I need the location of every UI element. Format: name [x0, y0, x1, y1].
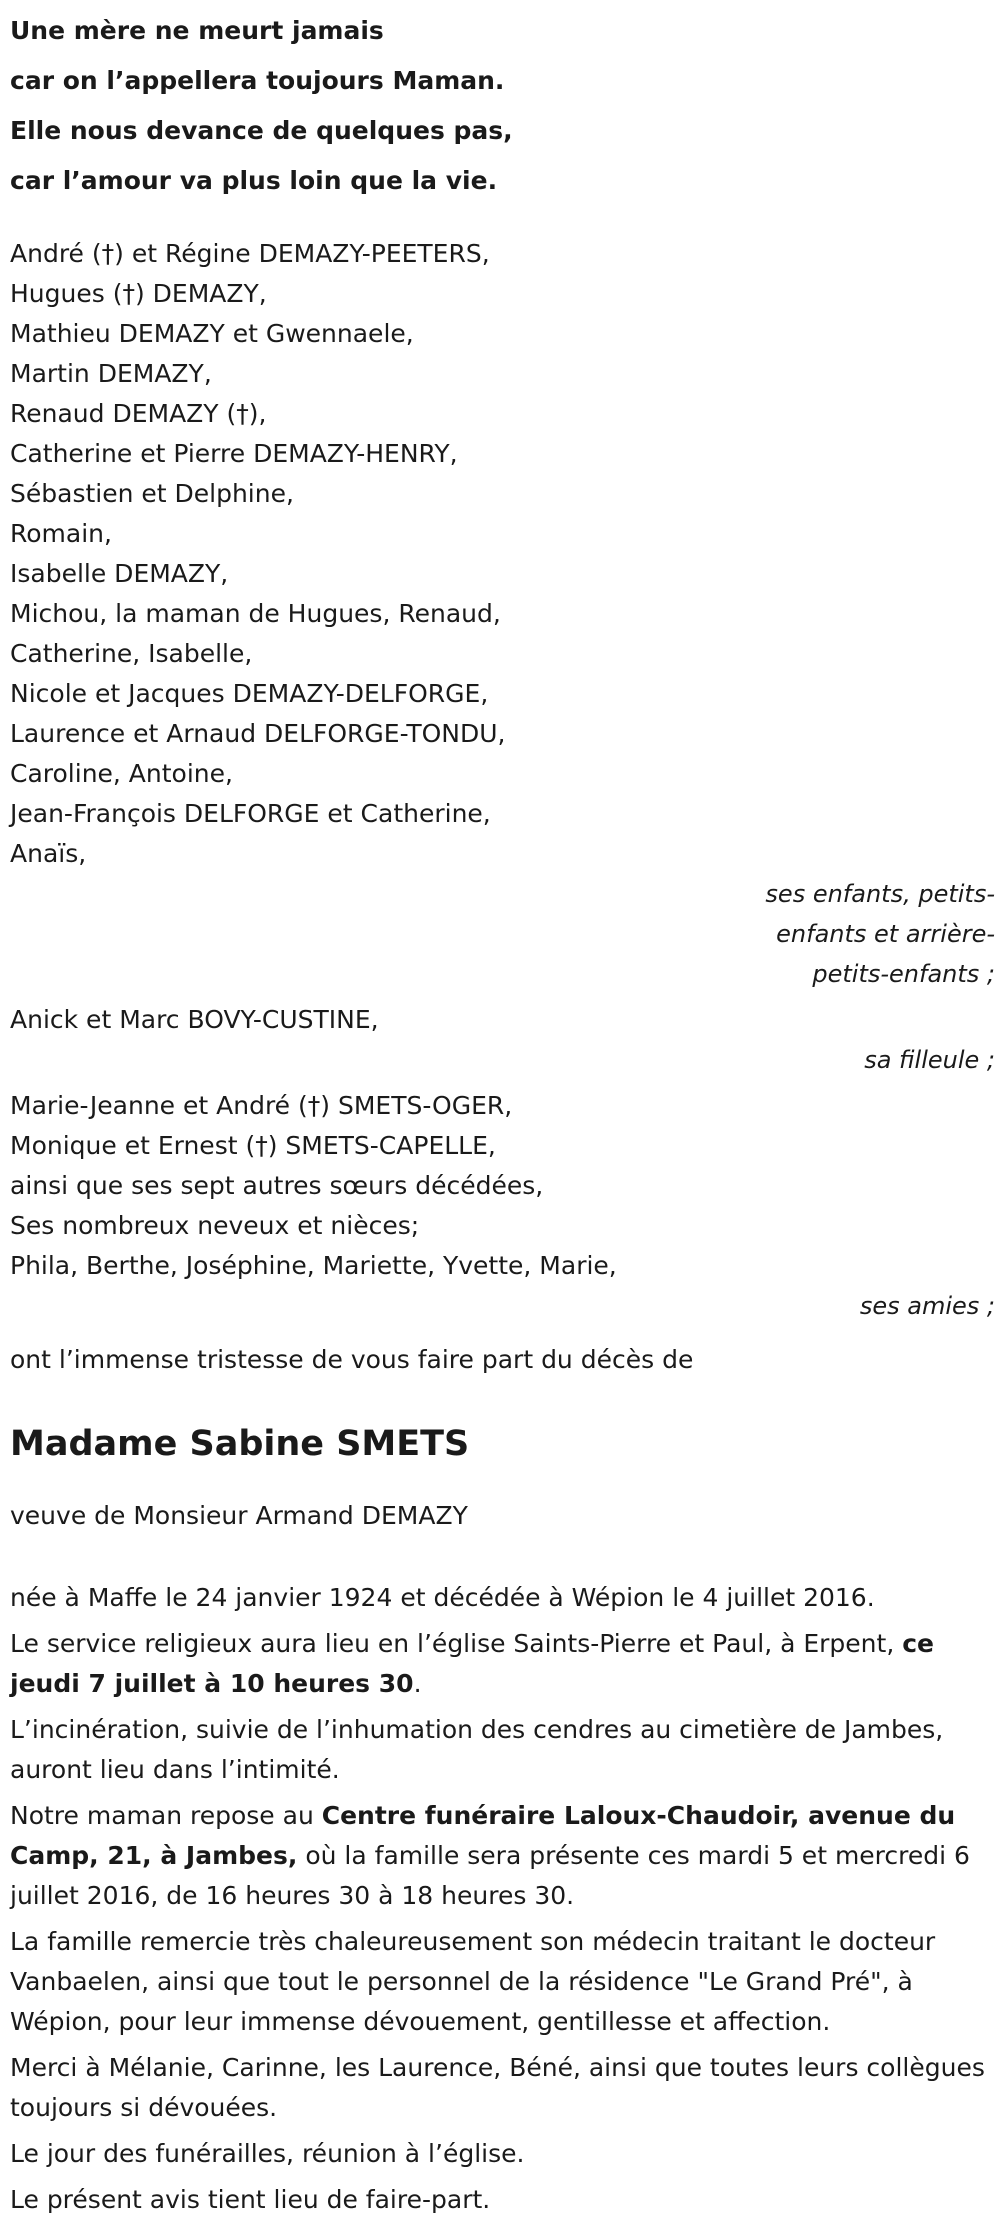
family-member: Martin DEMAZY,: [10, 359, 212, 388]
family-member: André (†) et Régine DEMAZY-PEETERS,: [10, 239, 490, 268]
poem-line: Une mère ne meurt jamais: [10, 16, 384, 45]
thanks-paragraph: La famille remercie très chaleureusement son médecin traitant le docteur Vanbaelen, ainsi que tout le personnel de la résidence "Le Grand Pré", à Wépion, pour leur immense dévouement, gentillesse et affection.: [10, 1927, 936, 2036]
poem: [10, 6, 995, 206]
rest-location: Centre funéraire Laloux-Chaudoir, avenue du Camp, 21, à Jambes,: [10, 1801, 956, 1870]
poem-line: Elle nous devance de quelques pas,: [10, 116, 513, 145]
rest-paragraph: [10, 1796, 995, 1916]
birth-death-paragraph: née à Maffe le 24 janvier 1924 et décédée à Wépion le 4 juillet 2016.: [10, 1583, 875, 1612]
notice-paragraph: Le présent avis tient lieu de faire-part.: [10, 2185, 491, 2214]
relation-label: ses enfants, petits-: [765, 880, 995, 908]
family-member: Isabelle DEMAZY,: [10, 559, 229, 588]
family-list: [10, 234, 995, 1326]
obituary-page: [0, 6, 1000, 2216]
family-member: Laurence et Arnaud DELFORGE-TONDU,: [10, 719, 506, 748]
family-member: Romain,: [10, 519, 112, 548]
family-member: Marie-Jeanne et André (†) SMETS-OGER,: [10, 1091, 513, 1120]
funeral-paragraph: Le jour des funérailles, réunion à l’église.: [10, 2139, 525, 2168]
relation-label: petits-enfants ;: [812, 960, 995, 988]
goddaughter-group: [10, 1000, 995, 1080]
merci-paragraph: Merci à Mélanie, Carinne, les Laurence, Béné, ainsi que toutes leurs collègues toujours si dévouées.: [10, 2053, 985, 2122]
service-date: ce jeudi 7 juillet à 10 heures 30: [10, 1629, 935, 1698]
widow-of: veuve de Monsieur Armand DEMAZY: [10, 1501, 468, 1530]
poem-line: car l’amour va plus loin que la vie.: [10, 166, 498, 195]
family-member: Sébastien et Delphine,: [10, 479, 294, 508]
rest-end: où la famille sera présente ces mardi 5 et mercredi 6 juillet 2016, de 16 heures 30 à 18 heures 30.: [10, 1841, 970, 1910]
service-text: Le service religieux aura lieu en l’église Saints-Pierre et Paul, à Erpent,: [10, 1629, 903, 1658]
family-member: Jean-François DELFORGE et Catherine,: [10, 799, 491, 828]
poem-line: car on l’appellera toujours Maman.: [10, 66, 505, 95]
family-member: Caroline, Antoine,: [10, 759, 233, 788]
family-member: Monique et Ernest (†) SMETS-CAPELLE,: [10, 1131, 496, 1160]
obituary-content: [10, 6, 995, 2220]
deceased-name: Madame Sabine SMETS: [10, 1424, 470, 1464]
incineration-paragraph: L’incinération, suivie de l’inhumation des cendres au cimetière de Jambes, auront lieu dans l’intimité.: [10, 1715, 944, 1784]
family-member: Michou, la maman de Hugues, Renaud,: [10, 599, 501, 628]
family-member: Renaud DEMAZY (†),: [10, 399, 267, 428]
service-paragraph: [10, 1624, 995, 1704]
family-member: Mathieu DEMAZY et Gwennaele,: [10, 319, 414, 348]
family-member: Anick et Marc BOVY-CUSTINE,: [10, 1005, 379, 1034]
relation-label: ses amies ;: [859, 1292, 995, 1320]
rest-text: Notre maman repose au: [10, 1801, 322, 1830]
family-member: Catherine et Pierre DEMAZY-HENRY,: [10, 439, 458, 468]
family-member: Phila, Berthe, Joséphine, Mariette, Yvette, Marie,: [10, 1251, 617, 1280]
family-member: Ses nombreux neveux et nièces;: [10, 1211, 420, 1240]
relation-label: sa filleule ;: [864, 1046, 995, 1074]
children-group: [10, 234, 995, 994]
family-member: Nicole et Jacques DEMAZY-DELFORGE,: [10, 679, 489, 708]
family-member: ainsi que ses sept autres sœurs décédées,: [10, 1171, 544, 1200]
family-member: Anaïs,: [10, 839, 87, 868]
family-member: Catherine, Isabelle,: [10, 639, 253, 668]
announcement-intro: ont l’immense tristesse de vous faire part du décès de: [10, 1345, 694, 1374]
friends-group: [10, 1086, 995, 1326]
family-member: Hugues (†) DEMAZY,: [10, 279, 267, 308]
service-end: .: [413, 1669, 422, 1698]
relation-label: enfants et arrière-: [776, 920, 995, 948]
